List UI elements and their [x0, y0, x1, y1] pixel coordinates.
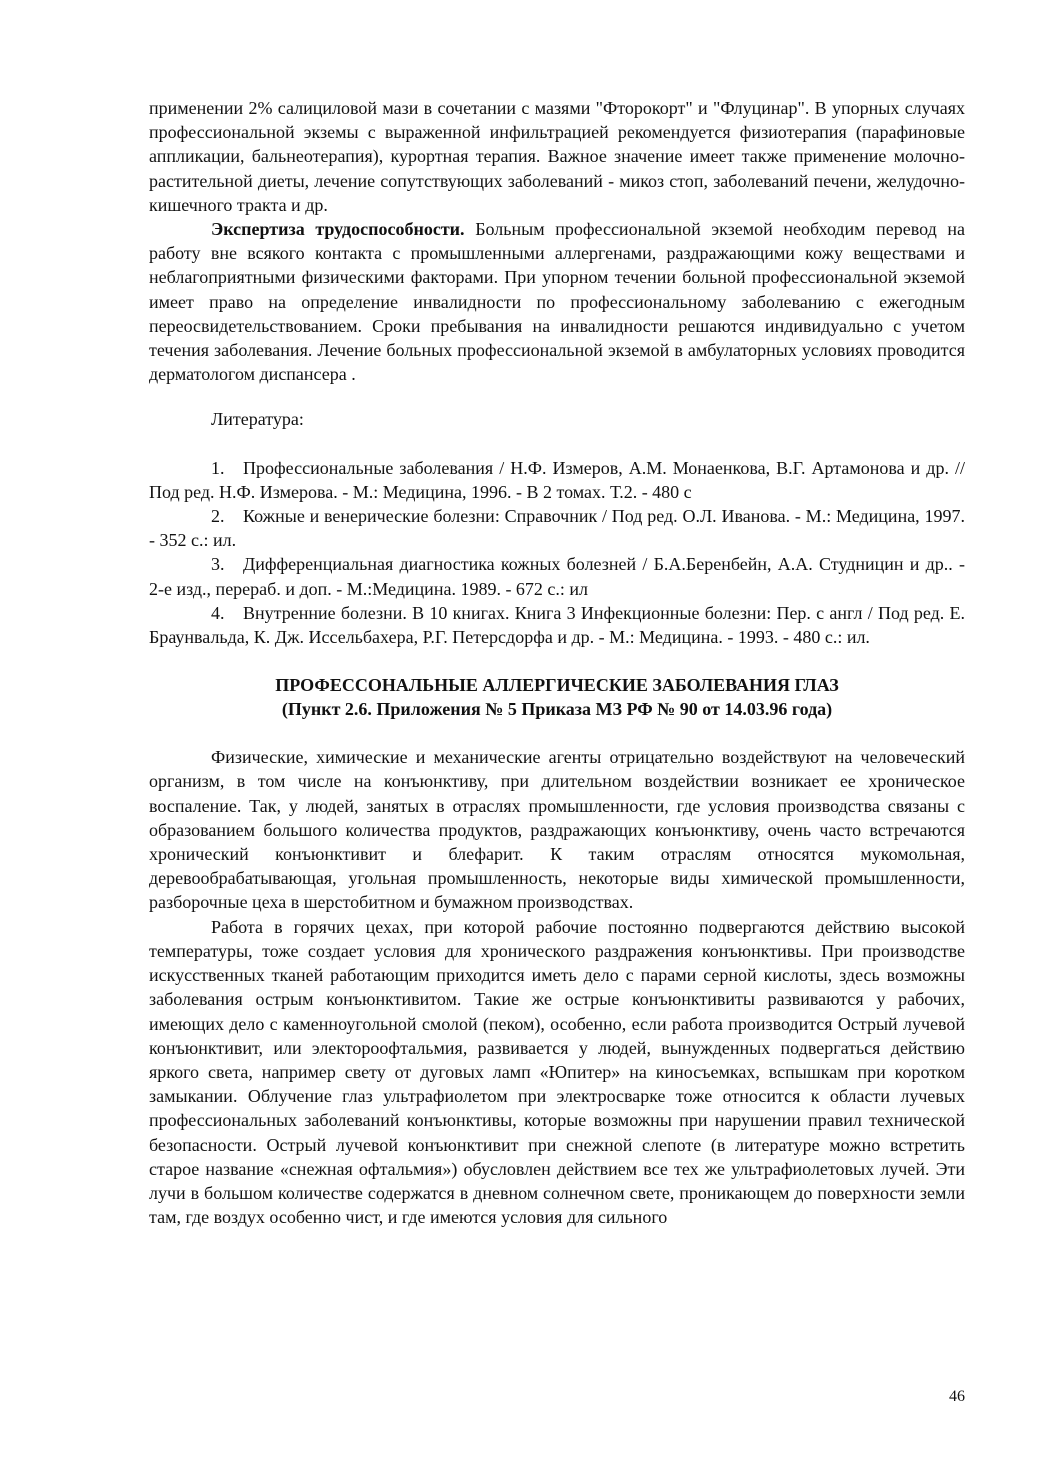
reference-item — [149, 504, 965, 552]
reference-item — [149, 552, 965, 600]
reference-text: Профессиональные заболевания / Н.Ф. Измеров, А.М. Монаенкова, В.Г. Артамонова и др. // Под ред. Н.Ф. Измерова. - М.: Медицина, 1996. - В 2 томах. Т.2. - 480 с — [149, 457, 965, 502]
document-page — [149, 96, 965, 1229]
reference-text: Кожные и венерические болезни: Справочник / Под ред. О.Л. Иванова. - М.: Медицина, 1997. - 352 с.: ил. — [149, 506, 965, 551]
paragraph-hot-shops: Работа в горячих цехах, при которой рабочие постоянно подвергаются действию высокой температуры, тоже создает условия для хронического раздражения конъюнктивы. При производстве искусственных тканей работающим приходится иметь дело с парами серной кислоты, здесь возможны заболевания острым конъюнктивитом. Такие же острые конъюнктивиты развиваются у рабочих, имеющих дело с каменноугольной смолой (пеком), особенно, если работа производится Острый лучевой конъюнктивит, или электороофтальмия, развивается у людей, вынужденных подвергаться действию яркого света, например свету от дуговых ламп «Юпитер» на киносъемках, вспышкам при коротком замыкании. Облучение глаз ультрафиолетом при электросварке тоже относится к области лучевых профессиональных заболеваний конъюнктивы, которые возможны при нарушении правил технической безопасности. Острый лучевой конъюнктивит при снежной слепоте (в литературе можно встретить старое название «снежная офтальмия») обусловлен действием все тех же ультрафиолетовых лучей. Эти лучи в большом количестве содержатся в дневном солнечном свете, проникающем до поверхности земли там, где воздух особенно чист, и где имеются условия для сильного — [149, 916, 965, 1228]
reference-number: 3. — [211, 554, 225, 575]
reference-text: Дифференциальная диагностика кожных болезней / Б.А.Беренбейн, А.А. Студницин и др.. - 2-е изд., перераб. и доп. - М.:Медицина. 1989. - 672 с.: ил — [149, 554, 965, 599]
section-heading-subtitle: (Пункт 2.6. Приложения № 5 Приказа МЗ РФ № 90 от 14.03.96 года) — [281, 699, 833, 720]
reference-list — [149, 456, 965, 650]
expertise-lead: Экспертиза трудоспособности. — [211, 219, 465, 240]
reference-item — [149, 601, 965, 649]
reference-number: 1. — [211, 457, 225, 478]
reference-item — [149, 456, 965, 504]
expertise-paragraph — [149, 217, 965, 386]
reference-number: 4. — [211, 602, 225, 623]
literature-title: Литература: — [211, 409, 304, 430]
expertise-text: Больным профессиональной экземой необходим перевод на работу вне всякого контакта с промышленными аллергенами, раздражающими кожу веществами и неблагоприятными физическими факторами. При упорном течении больной профессиональной экземой имеет право на определение инвалидности по профессиональному заболеванию с ежегодным переосвидетельствованием. Сроки пребывания на инвалидности решаются индивидуально с учетом течения заболевания. Лечение больных профессиональной экземой в амбулаторных условиях проводится дерматологом диспансера . — [149, 219, 965, 385]
reference-number: 2. — [211, 506, 225, 527]
page-number: 46 — [949, 1388, 965, 1405]
reference-text: Внутренние болезни. В 10 книгах. Книга 3 Инфекционные болезни: Пер. с англ / Под ред. Е. Браунвальда, К. Дж. Иссельбахера, Р.Г. Петерсдорфа и др. - М.: Медицина. - 1993. - 480 с.: ил. — [149, 602, 965, 648]
section-heading — [149, 673, 965, 721]
intro-paragraph: применении 2% салициловой мази в сочетании с мазями "Фторокорт" и "Флуцинар". В упорных случаях профессиональной экземы с выраженной инфильтрацией рекомендуется физиотерапия (парафиновые аппликации, бальнеотерапия), курортная терапия. Важное значение имеет также применение молочно-растительной диеты, лечение сопутствующих заболеваний - микоз стоп, заболеваний печени, желудочно-кишечного тракта и др. — [149, 98, 965, 215]
section-heading-title: ПРОФЕССОНАЛЬНЫЕ АЛЛЕРГИЧЕСКИЕ ЗАБОЛЕВАНИЯ ГЛАЗ — [275, 675, 839, 696]
paragraph-agents: Физические, химические и механические агенты отрицательно воздействуют на человеческий организм, в том числе на конъюнктиву, при длительном воздействии возникает ее хроническое воспаление. Так, у людей, занятых в отраслях промышленности, где условия производства связаны с образованием большого количества продуктов, раздражающих конъюнктиву, очень часто встречаются хронический конъюнктивит и блефарит. К таким отраслям относятся мукомольная, деревообрабатывающая, угольная промышленность, некоторые виды химической промышленности, разборочные цеха в шерстобитном и бумажном производствах. — [149, 747, 965, 913]
